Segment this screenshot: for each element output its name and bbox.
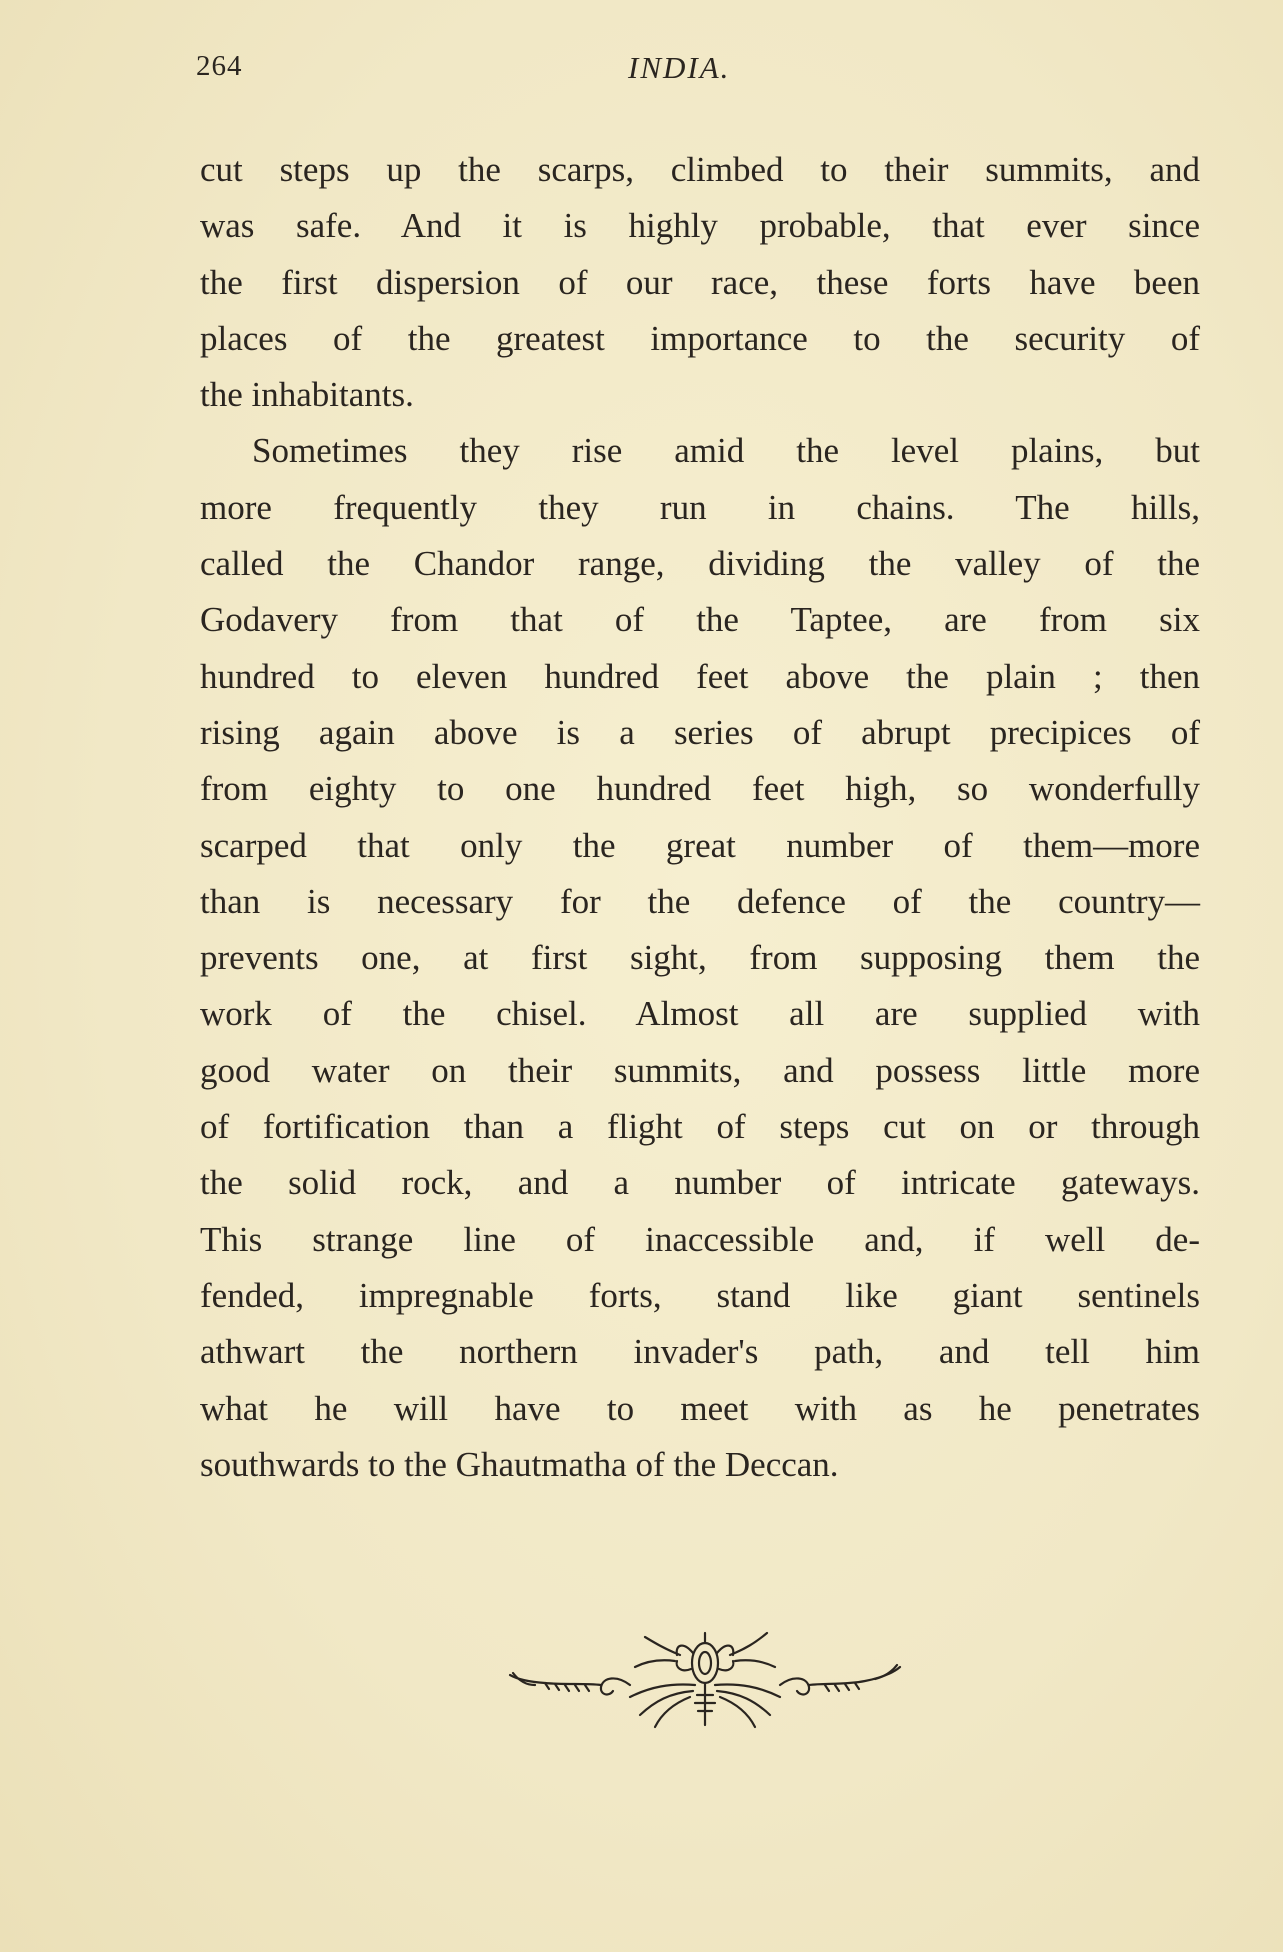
- text-line: Godavery from that of the Taptee, are from six: [200, 600, 1200, 640]
- floral-tailpiece-ornament-icon: [505, 1625, 905, 1735]
- text-line: fended, impregnable forts, stand like giant sentinels: [200, 1275, 1200, 1315]
- text-line: what he will have to meet with as he penetrates: [200, 1388, 1200, 1428]
- text-line: southwards to the Ghautmatha of the Deccan.: [200, 1444, 839, 1484]
- text-line: places of the greatest importance to the security of: [200, 318, 1200, 358]
- text-line: was safe. And it is highly probable, that ever since: [200, 206, 1200, 246]
- text-line: work of the chisel. Almost all are supplied with: [200, 994, 1200, 1034]
- text-line: scarped that only the great number of them—more: [200, 825, 1200, 865]
- text-line: called the Chandor range, dividing the valley of the: [200, 544, 1200, 584]
- text-line: the first dispersion of our race, these forts have been: [200, 262, 1200, 302]
- text-line: Sometimes they rise amid the level plains, but: [252, 431, 1200, 471]
- text-line: rising again above is a series of abrupt precipices of: [200, 712, 1200, 752]
- running-title: INDIA.: [628, 50, 731, 85]
- paragraph-1: [200, 142, 1200, 423]
- text-line: than is necessary for the defence of the country—: [200, 881, 1200, 921]
- text-line: of fortification than a flight of steps cut on or through: [200, 1107, 1200, 1147]
- page-number: 264: [196, 50, 243, 82]
- text-line: hundred to eleven hundred feet above the plain ; then: [200, 656, 1200, 696]
- text-line: good water on their summits, and possess little more: [200, 1050, 1200, 1090]
- paragraph-2: [200, 423, 1200, 1493]
- text-line: This strange line of inaccessible and, if well de-: [200, 1219, 1200, 1259]
- text-line: cut steps up the scarps, climbed to their summits, and: [200, 150, 1200, 189]
- text-line: the solid rock, and a number of intricate gateways.: [200, 1163, 1200, 1203]
- text-line: the inhabitants.: [200, 375, 414, 415]
- text-line: more frequently they run in chains. The hills,: [200, 487, 1200, 527]
- text-line: from eighty to one hundred feet high, so wonderfully: [200, 769, 1200, 809]
- text-line: athwart the northern invader's path, and tell him: [200, 1332, 1200, 1372]
- body-text: [200, 142, 1200, 1493]
- running-head: [196, 50, 1206, 100]
- text-line: prevents one, at first sight, from supposing them the: [200, 938, 1200, 978]
